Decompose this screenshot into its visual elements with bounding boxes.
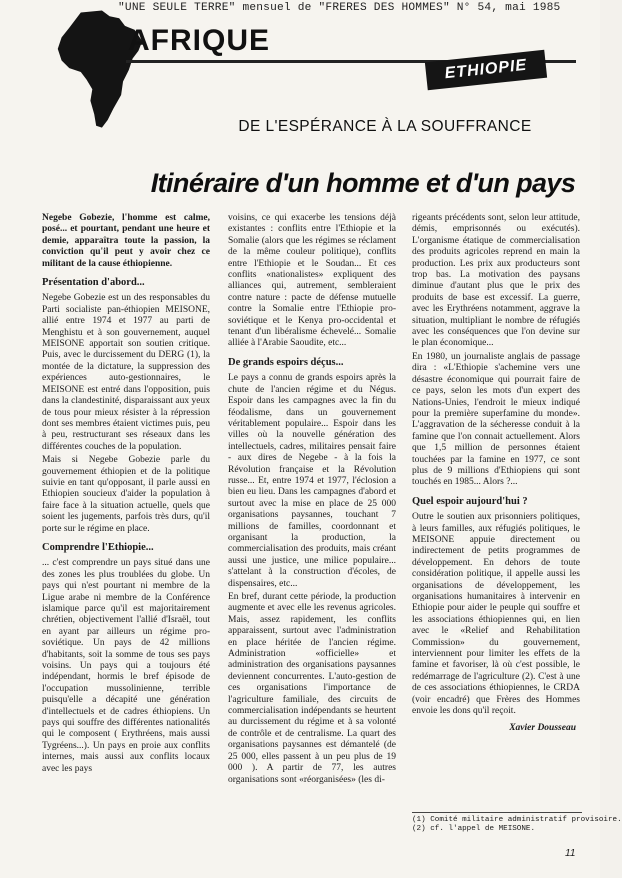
lead-paragraph: Negebe Gobezie, l'homme est calme, posé... et pourtant, pendant une heure et demie, apparaîtra toute la passion, la conviction qu'il peut y avoir chez ce militant de la cause éthiopienne. xyxy=(42,213,210,269)
paragraph: voisins, ce qui exacerbe les tensions déjà existantes : conflits entre l'Ethiopie et la Somalie (alors que les régimes se réclament de la même couleur politique), conflits entre l'Ethiopie et le Soudan... Et ces conflits «nationalistes» expliquent des alliances qui, autrement, sembleraient contre nature : pacte de défense mutuelle contre la Somalie entre l'Ethiopie pro-soviétique et le Kenya pro-occidental et tenant d'un libéralisme échevelé... Somalie alliée à l'Arabie Saoudite, etc... xyxy=(228,213,396,349)
footnote: (2) cf. l'appel de MEISONE. xyxy=(412,825,536,833)
author-signature: Xavier Dousseau xyxy=(509,723,576,734)
paragraph: ... c'est comprendre un pays situé dans une des zones les plus troublées du globe. Un pays qui n'est pourtant ni membre de la Ligue arabe ni membre de la Conférence islamique parce qu'il est majoritairement chrétien, objectivement l'allié d'Israël, tout en ayant par ailleurs un régime pro-soviétique. Un pays de 42 millions d'habitants, soit la somme de tous ses pays voisins. Un pays qui a toujours été indépendant, hormis le bref épisode de l'occupation mussolinienne, terrible puisqu'elle a décapité une génération d'intellectuels et de cadres éthiopiens. Un pays qui souffre des différentes nationalités qui le composent ( Erythréens, mais aussi Tygréens...). Un pays en proie aux conflits internes, mais aussi aux conflits locaux avec les pays xyxy=(42,558,210,774)
section-heading: Comprendre l'Ethiopie... xyxy=(42,541,154,553)
section-heading: Quel espoir aujourd'hui ? xyxy=(412,495,528,507)
article-headline: Itinéraire d'un homme et d'un pays xyxy=(150,168,576,198)
footnotes xyxy=(412,812,622,834)
paragraph: rigeants précédents sont, selon leur attitude, démis, emprisonnés ou exécutés). L'organisme étatique de commercialisation des produits agricoles reprend en main la production. Les prix aux producteurs sont trop bas. La motivation des paysans diminue d'autant plus que le prix des produits de base est excessif. La guerre, avec les Erythréens notamment, aggrave la situation, multipliant le nombre de réfugiés avec les conséquences que l'on devine sur le plan économique... xyxy=(412,213,580,349)
paragraph: En bref, durant cette période, la production augmente et avec elle les revenus agricoles. Mais, assez rapidement, les conflits apparaissent, surtout avec l'administration en place héritée de l'ancien régime. Administration «officielle» et administration des organisations paysannes deviennent concurrentes. L'auto-gestion de ces organisations l'importance de l'agriculture familiale, des circuits de commercialisation indépendants se heurtent au durcissement du régime et à sa volonté de contrôle et de centralisme. La quart des organisations paysannes est démantelé (de 25 000, elles passent à un peu plus de 19 000 ). A partir de 77, les autres organisations sont «réorganisées» (les di- xyxy=(228,592,396,785)
masthead: "UNE SEULE TERRE" mensuel de "FRERES DES HOMMES" N° 54, mai 1985 xyxy=(118,2,561,14)
column-1 xyxy=(42,213,210,777)
article-subtitle: DE L'ESPÉRANCE À LA SOUFFRANCE xyxy=(238,118,532,135)
column-2 xyxy=(228,213,396,788)
footnote: (1) Comité militaire administratif provisoire. xyxy=(412,816,622,824)
section-title: AFRIQUE xyxy=(128,24,270,57)
paragraph: En 1980, un journaliste anglais de passage dira : «L'Ethiopie s'achemine vers une désastre économique qui pourrait faire de ce pays, selon les mots d'un expert des Nations-Unies, l'endroit le mieux indiqué pour la première superfamine du monde». L'aggravation de la sécheresse conduit à la famine que l'on connait actuellement. Alors que 1,5 million de personnes étaient touchées par la famine en 1977, ce sont plus de 9 millions d'Ethiopiens qui sont touchés en 1985... Alors ?... xyxy=(412,351,580,488)
paragraph: Outre le soutien aux prisonniers politiques, à leurs familles, aux réfugiés politiques, le MEISONE appuie directement ou indirectement de petits programmes de développement. En dehors de toute considération politique, il appelle aussi les organisations de développement, les organisations humanitaires à intervenir en Ethiopie pour aider le peuple qui souffre et les associations éthiopiennes qui, en lien avec le «Relief and Rehabilitation Commission» du gouvernement, interviennent pour limiter les effets de la famine et favoriser, là où c'est possible, le redémarrage de l'agriculture (2). C'est à une de ces associations éthiopiennes, le CRDA (voir encadré) que Frères des Hommes envoie les dons qu'il reçoit. xyxy=(412,512,580,717)
section-heading: De grands espoirs déçus... xyxy=(228,356,344,368)
paragraph: Negebe Gobezie est un des responsables du Parti socialiste pan-éthiopien MEISONE, allié entre 1974 et 1977 au parti de Menghistu et à son gouvernement, auquel MEISONE apportait son soutien critique. Puis, avec le durcissement du DERG (1), la montée de la dictature, la suppression des expériences auto-gestionnaires, le MEISONE est entré dans l'opposition, puis dans la clandestinité, disparaissant aux yeux de tous pour mieux résister à la répression dont ses membres étaient victimes puis, peu à peu, restructurant ses réseaux dans les différentes couches de la population. xyxy=(42,293,210,452)
country-tag: ETHIOPIE xyxy=(425,50,547,90)
page-number: 11 xyxy=(565,848,576,859)
column-3 xyxy=(412,213,580,737)
paragraph: Le pays a connu de grands espoirs après la chute de l'ancien régime et du Négus. Espoir dans les campagnes avec la fin du féodalisme, dans un gouvernement véritablement populaire... Espoir dans les villes où la nouvelle génération des intellectuels, cadres, militaires pensait faire - aux dires de Negebe - à la fois la Révolution française et la Révolution russe... Et, entre 1974 et 1977, l'éclosion a bien eu lieu. Dans les campagnes d'abord et surtout avec la mise en place de 25 000 organisations paysannes, touchant 7 millions de familles, coordonnant et organisant la production, la commercialisation des produits, mais créant aussi une justice, une milice populaire... s'attelant à la construction d'écoles, de dispensaires, etc... xyxy=(228,373,396,589)
paragraph: Mais si Negebe Gobezie parle du gouvernement éthiopien et de la politique suivie en tant qu'opposant, il parle aussi en Ethiopien soucieux d'aider la population à faire face à la situation actuelle, quels que soient les jugements, parfois très durs, qu'il porte sur le régime en place. xyxy=(42,455,210,534)
section-heading: Présentation d'abord... xyxy=(42,277,145,289)
